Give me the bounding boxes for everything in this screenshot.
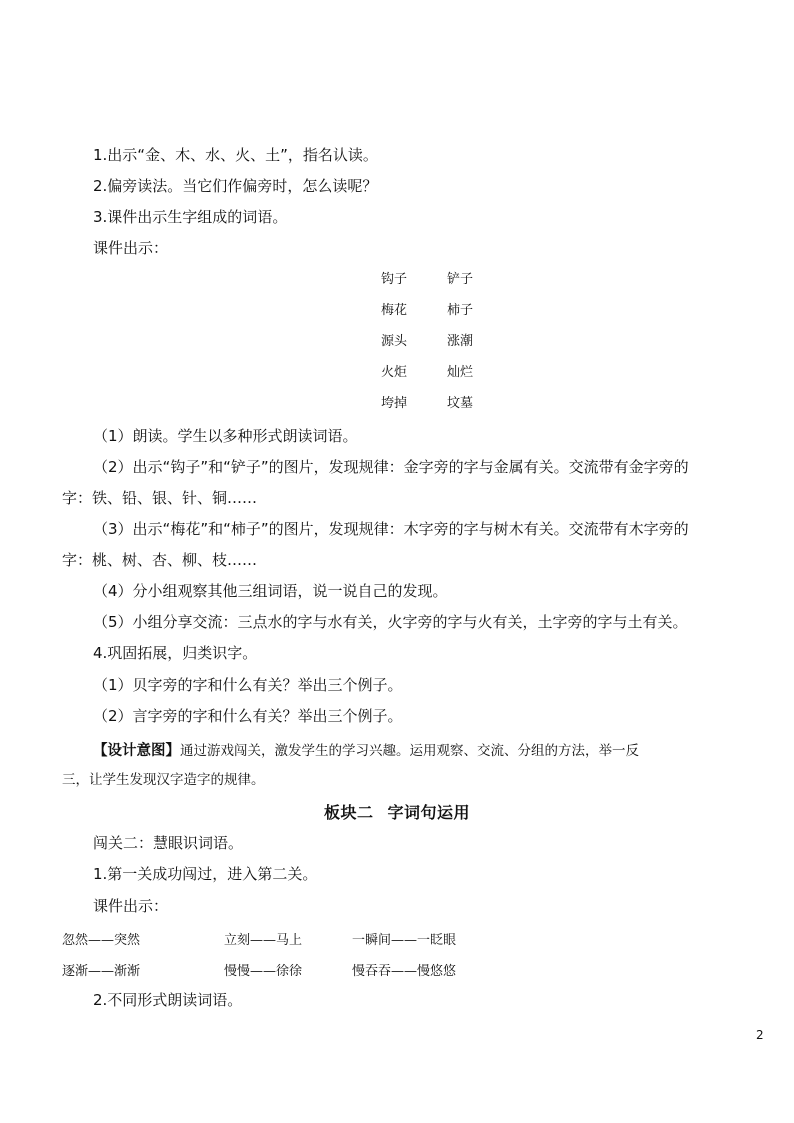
synonym-pair: 慢吞吞——慢悠悠: [352, 964, 457, 979]
paragraph-line: 课件出示：: [93, 239, 169, 257]
word-list: [381, 268, 491, 423]
page-number: 2: [756, 1028, 764, 1042]
word: 坟墓: [447, 396, 474, 411]
step-line-continued: 字：铁、铅、银、针、铜……: [62, 489, 258, 507]
word: 涨潮: [447, 334, 474, 349]
design-intent-text: 通过游戏闯关，激发学生的学习兴趣。运用观察、交流、分组的方法，举一反: [180, 743, 639, 759]
word-row: [381, 330, 491, 361]
word: 梅花: [381, 303, 408, 318]
step-line: 4.巩固拓展，归类识字。: [93, 644, 258, 662]
section-heading-title: 字词句运用: [387, 803, 471, 822]
step-line: （1）贝字旁的字和什么有关？举出三个例子。: [93, 676, 403, 694]
step-line-continued: 字：桃、树、杏、柳、枝……: [62, 551, 258, 569]
paragraph-line: 1.第一关成功闯过，进入第二关。: [93, 865, 318, 883]
word: 柿子: [447, 303, 474, 318]
synonym-pair: 慢慢——徐徐: [224, 964, 303, 979]
step-line: （3）出示“梅花”和“柿子”的图片，发现规律：木字旁的字与树木有关。交流带有木字旁的: [93, 520, 689, 538]
word-row: [381, 299, 491, 330]
word: 垮掉: [381, 396, 408, 411]
word: 钩子: [381, 272, 408, 287]
paragraph-line: 2.不同形式朗读词语。: [93, 991, 243, 1009]
step-line: （4）分小组观察其他三组词语，说一说自己的发现。: [93, 582, 448, 600]
section-heading-part: 板块二: [323, 803, 374, 822]
word: 铲子: [447, 272, 474, 287]
design-intent: [93, 739, 753, 760]
word: 灿烂: [447, 365, 474, 380]
paragraph-line: 课件出示：: [93, 897, 169, 915]
paragraph-line: 2.偏旁读法。当它们作偏旁时，怎么读呢？: [93, 177, 378, 195]
word: 源头: [381, 334, 408, 349]
step-line: （2）言字旁的字和什么有关？举出三个例子。: [93, 707, 403, 725]
paragraph-line: 3.课件出示生字组成的词语。: [93, 208, 288, 226]
paragraph-line: 闯关二：慧眼识词语。: [93, 834, 244, 852]
word-row: [381, 392, 491, 423]
step-line: （1）朗读。学生以多种形式朗读词语。: [93, 427, 358, 445]
step-line: （5）小组分享交流：三点水的字与水有关，火字旁的字与火有关，土字旁的字与土有关。: [93, 613, 688, 631]
synonym-pair: 立刻——马上: [224, 933, 303, 948]
section-heading: [0, 800, 794, 823]
design-intent-continued: 三，让学生发现汉字造字的规律。: [62, 772, 265, 788]
word: 火炬: [381, 365, 408, 380]
synonym-pair: 忽然——突然: [62, 933, 141, 948]
word-row: [381, 268, 491, 299]
word-row: [381, 361, 491, 392]
design-intent-tag: 【设计意图】: [93, 743, 180, 759]
synonym-pair: 一瞬间——一眨眼: [352, 933, 457, 948]
paragraph-line: 1.出示“金、木、水、火、土”，指名认读。: [93, 146, 378, 164]
synonym-pair: 逐渐——渐渐: [62, 964, 141, 979]
step-line: （2）出示“钩子”和“铲子”的图片，发现规律：金字旁的字与金属有关。交流带有金字旁的: [93, 458, 689, 476]
